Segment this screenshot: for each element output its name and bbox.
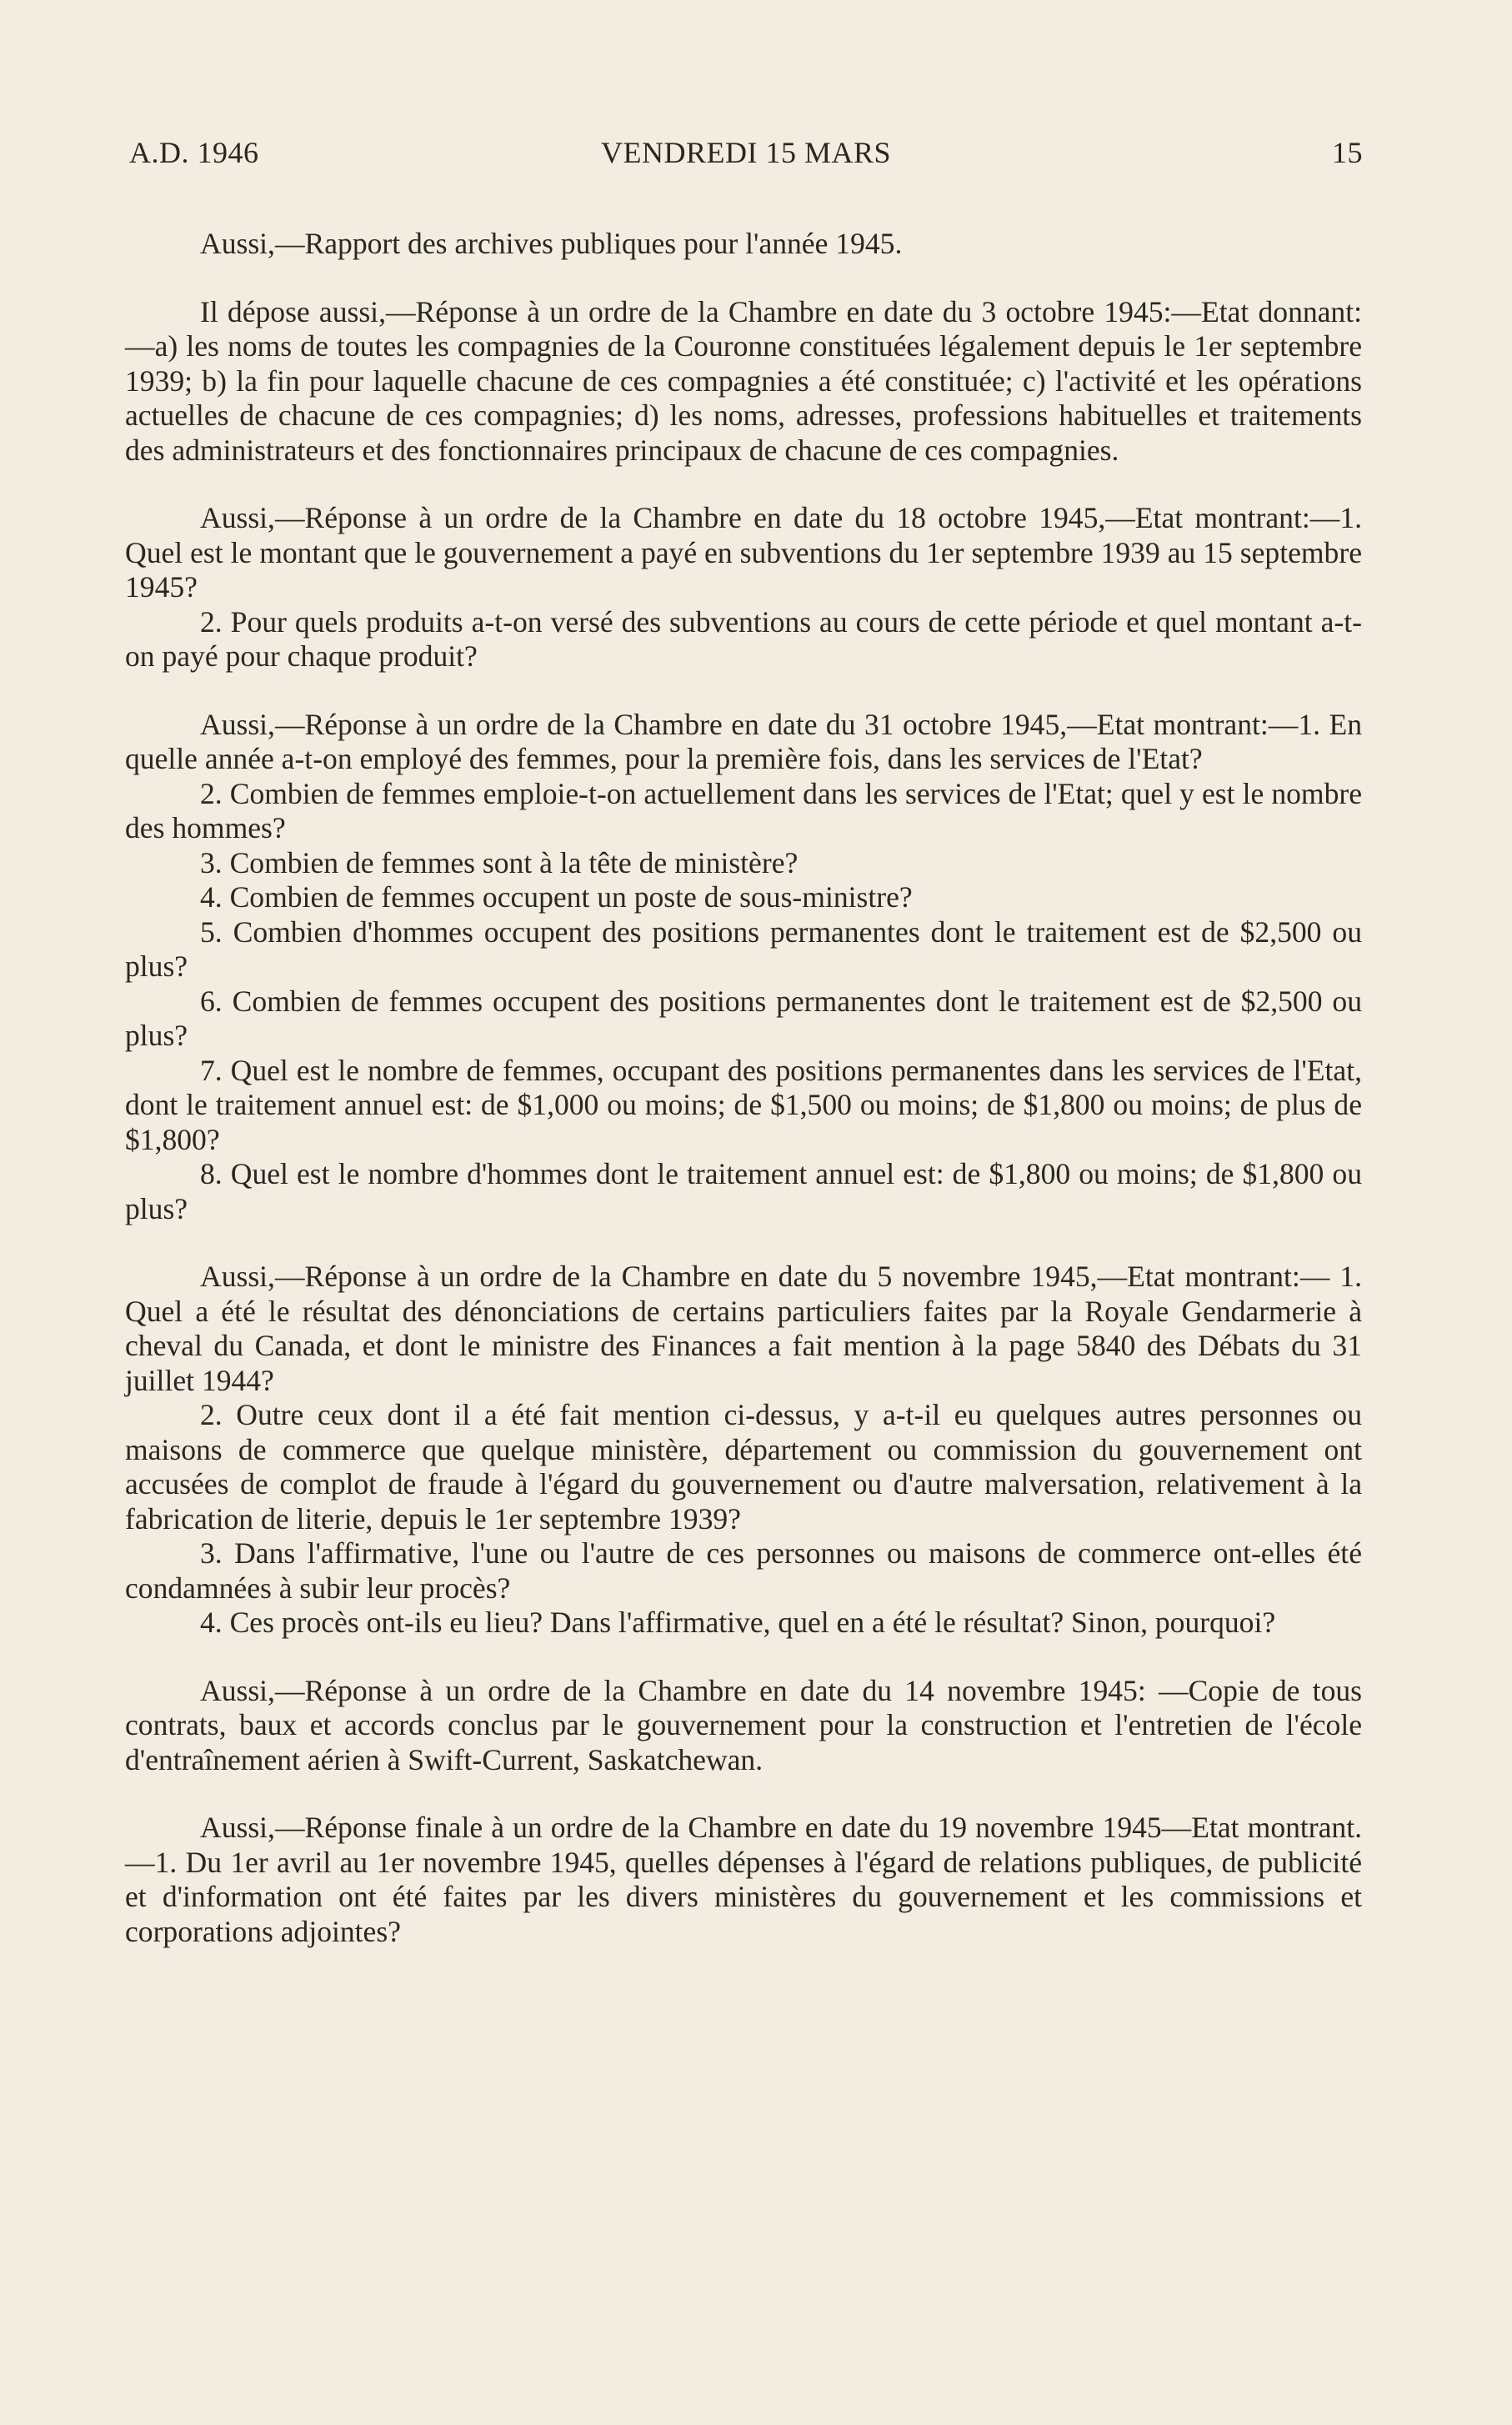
paragraph-crown-companies: Il dépose aussi,—Réponse à un ordre de la Chambre en date du 3 octobre 1945:—Etat donnant:—a) les noms de toutes les compagnies de la Couronne constituées légalement depuis le 1er septembre 1939; b) la fin pour laquelle chacune de ces compagnies a été constituée; c) l'activité et les opérations actuelles de chacune de ces compagnies; d) les noms, adresses, professions habituelles et traitements des administrateurs et des fonctionnaires principaux de chacune de ces compagnies. [125, 294, 1362, 467]
paragraph-archives: Aussi,—Rapport des archives publiques pour l'année 1945. [200, 227, 903, 260]
header-year: A.D. 1946 [129, 136, 259, 169]
paragraph-denunciations-q4: 4. Ces procès ont-ils eu lieu? Dans l'affirmative, quel en a été le résultat? Sinon, pourquoi? [200, 1606, 1276, 1639]
paragraph-women-employment: Aussi,—Réponse à un ordre de la Chambre en date du 31 octobre 1945,—Etat montrant:—1. En quelle année a-t-on employé des femmes, pour la première fois, dans les services de l'Etat? [125, 707, 1362, 775]
paragraph-swift-current: Aussi,—Réponse à un ordre de la Chambre en date du 14 novembre 1945: —Copie de tous contrats, baux et accords conclus par le gouvernement pour la construction et l'entretien de l'école d'entraînement aérien à Swift-Current, Saskatchewan. [125, 1673, 1362, 1776]
page-number: 15 [1332, 136, 1363, 169]
paragraph-denunciations: Aussi,—Réponse à un ordre de la Chambre en date du 5 novembre 1945,—Etat montrant:— 1. Quel a été le résultat des dénonciations de certains particuliers faites par la Royale Gendarmerie à cheval du Canada, et dont le ministre des Finances a fait mention à la page 5840 des Débats du 31 juillet 1944? [125, 1260, 1362, 1397]
document-body [125, 227, 1362, 1949]
paragraph-women-q5: 5. Combien d'hommes occupent des positions permanentes dont le traitement est de $2,500 ou plus? [125, 914, 1362, 983]
paragraph-women-q8: 8. Quel est le nombre d'hommes dont le traitement annuel est: de $1,800 ou moins; de $1,800 ou plus? [125, 1157, 1362, 1225]
paragraph-public-relations: Aussi,—Réponse finale à un ordre de la Chambre en date du 19 novembre 1945—Etat montrant.—1. Du 1er avril au 1er novembre 1945, quelles dépenses à l'égard de relations publiques, de publicité et d'information ont été faites par les divers ministères du gouvernement et les commissions et corporations adjointes? [125, 1811, 1362, 1948]
paragraph-women-q2: 2. Combien de femmes emploie-t-on actuellement dans les services de l'Etat; quel y est le nombre des hommes? [125, 776, 1362, 844]
paragraph-subsidies-q2: 2. Pour quels produits a-t-on versé des subventions au cours de cette période et quel montant a-t-on payé pour chaque produit? [125, 604, 1362, 673]
running-header [129, 135, 1363, 175]
header-date: VENDREDI 15 MARS [600, 136, 891, 169]
paragraph-women-q3: 3. Combien de femmes sont à la tête de ministère? [200, 845, 799, 879]
paragraph-denunciations-q2: 2. Outre ceux dont il a été fait mention ci-dessus, y a-t-il eu quelques autres personnes ou maisons de commerce que quelque ministère, département ou commission du gouvernement ont accusées de complot de fraude à l'égard du gouvernement ou d'autre malversation, relativement à la fabrication de literie, depuis le 1er septembre 1939? [125, 1398, 1362, 1536]
paragraph-denunciations-q3: 3. Dans l'affirmative, l'une ou l'autre de ces personnes ou maisons de commerce ont-elles été condamnées à subir leur procès? [125, 1536, 1362, 1605]
paragraph-women-q7: 7. Quel est le nombre de femmes, occupant des positions permanentes dans les services de l'Etat, dont le traitement annuel est: de $1,000 ou moins; de $1,500 ou moins; de $1,800 ou moins; de plus de $1,800? [125, 1053, 1362, 1156]
paragraph-women-q4: 4. Combien de femmes occupent un poste de sous-ministre? [200, 880, 913, 914]
paragraph-women-q6: 6. Combien de femmes occupent des positions permanentes dont le traitement est de $2,500 ou plus? [125, 984, 1362, 1052]
paragraph-subsidies: Aussi,—Réponse à un ordre de la Chambre en date du 18 octobre 1945,—Etat montrant:—1. Quel est le montant que le gouvernement a payé en subventions du 1er septembre 1939 au 15 septembre 1945? [125, 501, 1362, 604]
